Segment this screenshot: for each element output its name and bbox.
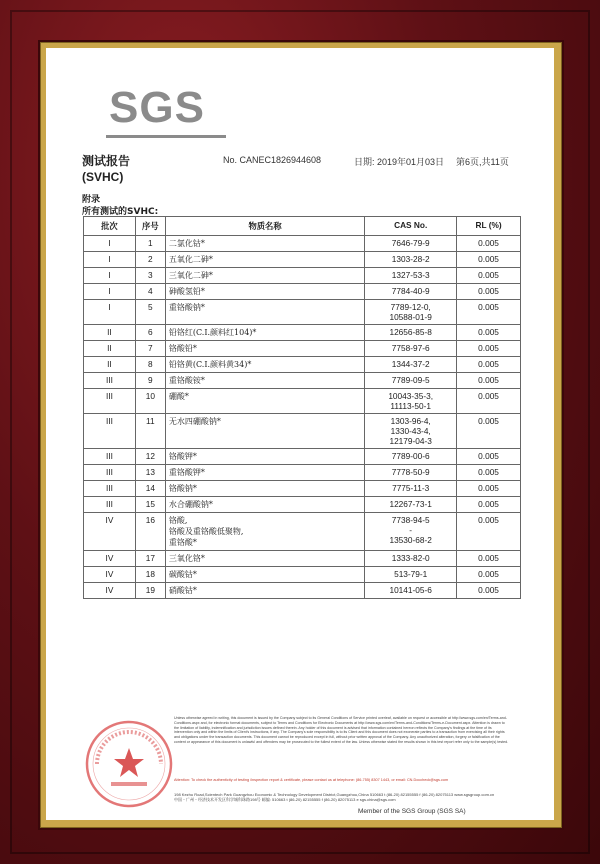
report-number: No. CANEC1826944608 [223,155,322,165]
sgs-logo-bar [106,135,226,138]
address-english: 198 Kezhu Road,Scientech Park Guangzhou Economic & Technology Development District,Guangzhou,China 510663 t (86-20) 82155555 f (86-20) 82075113 www.sgsgroup.com.cn [174,792,495,797]
table-row [84,497,521,513]
table-row [84,357,521,373]
cas-number: 1303-96-4, [390,416,431,426]
batch-cell: II [84,357,136,373]
substance-name: 三氧化二砷* [168,271,213,280]
cas-number: 10588-01-9 [389,312,432,322]
cas-number: 12267-73-1 [389,499,432,509]
cas-cell [365,252,457,268]
batch-cell: III [84,449,136,465]
cas-number: 7784-40-9 [391,286,430,296]
substance-name: 重铬酸钾* [168,468,205,477]
number-cell: 2 [135,252,165,268]
cas-cell [365,236,457,252]
cas-cell [365,357,457,373]
table-row [84,389,521,414]
cas-cell [365,513,457,551]
cas-number: 11113-50-1 [390,401,431,411]
cas-cell [365,583,457,599]
cas-number: 7789-00-6 [391,451,430,461]
substance-name-cell [165,481,364,497]
cas-number: 513-79-1 [394,569,428,579]
svhc-table [83,216,521,599]
substance-name-cell [165,268,364,284]
batch-cell: III [84,373,136,389]
report-title: 测试报告 [82,154,131,168]
cas-cell [365,414,457,449]
cas-cell [365,284,457,300]
cas-number: 12656-85-8 [389,327,432,337]
batch-cell: I [84,236,136,252]
substance-name: 硝酸钴* [168,586,197,595]
table-row [84,449,521,465]
rl-cell: 0.005 [457,481,521,497]
cas-cell [365,551,457,567]
cas-number: 7758-97-6 [391,343,430,353]
rl-cell: 0.005 [457,389,521,414]
substance-name-cell [165,449,364,465]
substance-name: 二氯化钴* [168,239,205,248]
number-cell: 8 [135,357,165,373]
report-subtitle: (SVHC) [82,170,124,184]
substance-name: 重铬酸钠* [168,303,205,312]
cas-number: 1327-53-3 [391,270,430,280]
substance-name: 铬酸钠* [168,484,197,493]
substance-name-cell [165,284,364,300]
batch-cell: IV [84,513,136,551]
rl-cell: 0.005 [457,325,521,341]
terms-disclaimer: Unless otherwise agreed in writing, this document is issued by the Company subject to its General Conditions of Service printed overleaf, available on request or accessible at http://www.sgs.com/en/Terms-and-Conditions.aspx and, for electronic format documents, subject to Terms and Conditions for Electronic Documents at http://www.sgs.com/en/Terms-and-Conditions/Terms-e-Document.aspx. Attention is drawn to the limitation of liability, indemnification and jurisdiction issues defined therein. Any holder of this document is advised that information contained hereon reflects the Company's findings at the time of its intervention only and within the limits of Client's instructions, if any. The Company's sole responsibility is to its Client and this document does not exonerate parties to a transaction from exercising all their rights and obligations under the transaction documents. This document cannot be reproduced except in full, without prior written approval of the Company. Any unauthorized alteration, forgery or falsification of the content or appearance of this document is unlawful and offenders may be prosecuted to the fullest extent of the law. Unless otherwise stated the results shown in this test report refer only to the sample(s) tested. [174,716,509,744]
number-cell: 17 [135,551,165,567]
address-chinese: 中国・广州・经济技术开发区科学城科珠路198号 邮编: 510663 t (86-20) 82155555 f (86-20) 82075113 e sgs.china@sgs.com [174,797,396,802]
rl-cell: 0.005 [457,341,521,357]
substance-name-cell [165,357,364,373]
number-cell: 3 [135,268,165,284]
header-batch: 批次 [84,217,136,236]
sgs-logo-text: SGS [109,83,205,132]
report-date: 日期: 2019年01月03日 [354,157,445,167]
table-row [84,268,521,284]
batch-cell: I [84,252,136,268]
cas-number: 1333-82-0 [391,553,430,563]
rl-cell: 0.005 [457,513,521,551]
rl-cell: 0.005 [457,567,521,583]
cas-number: 1330-43-4, [390,426,431,436]
rl-cell: 0.005 [457,268,521,284]
substance-name-cell [165,373,364,389]
rl-cell: 0.005 [457,497,521,513]
substance-name: 硼酸* [168,392,189,401]
cas-cell [365,341,457,357]
cas-cell [365,300,457,325]
header-no: 序号 [135,217,165,236]
header-rl: RL (%) [457,217,521,236]
page-number: 第6页,共11页 [456,157,509,167]
rl-cell: 0.005 [457,465,521,481]
member-line: Member of the SGS Group (SGS SA) [358,808,466,815]
report-page [46,48,554,820]
rl-cell: 0.005 [457,300,521,325]
rl-cell: 0.005 [457,551,521,567]
cas-number: 7775-11-3 [392,483,430,493]
table-row [84,252,521,268]
cas-number: 10141-05-6 [389,585,432,595]
cas-number: 1344-37-2 [391,359,430,369]
number-cell: 15 [135,497,165,513]
number-cell: 19 [135,583,165,599]
cas-cell [365,481,457,497]
table-row [84,341,521,357]
table-header-row [84,217,521,236]
cas-number: 7646-79-9 [391,238,430,248]
number-cell: 1 [135,236,165,252]
address-block [174,792,514,802]
substance-name: 水合硼酸钠* [168,500,213,509]
cas-number: 1303-28-2 [391,254,430,264]
substance-name-cell [165,465,364,481]
substance-name-cell [165,567,364,583]
substance-name: 三氧化铬* [168,554,205,563]
substance-name: 铬酸, 铬酸及重铬酸低聚物, 重铬酸* [168,516,244,547]
number-cell: 10 [135,389,165,414]
cas-number: - [409,525,413,535]
substance-name: 无水四硼酸钠* [168,417,221,426]
number-cell: 16 [135,513,165,551]
cas-number: 7789-12-0, [390,302,431,312]
substance-name: 铬酸铅* [168,344,197,353]
number-cell: 5 [135,300,165,325]
cas-cell [365,389,457,414]
substance-name-cell [165,236,364,252]
cas-cell [365,449,457,465]
substance-name: 铬酸钾* [168,452,197,461]
substance-name-cell [165,325,364,341]
cas-number: 10043-35-3, [388,391,434,401]
rl-cell: 0.005 [457,449,521,465]
batch-cell: I [84,284,136,300]
number-cell: 11 [135,414,165,449]
cas-cell [365,497,457,513]
sgs-logo [106,83,226,141]
number-cell: 9 [135,373,165,389]
cas-cell [365,567,457,583]
table-row [84,481,521,497]
substance-name: 重铬酸铵* [168,376,205,385]
cas-cell [365,373,457,389]
cas-number: 7778-50-9 [391,467,430,477]
substance-name-cell [165,341,364,357]
substance-name-cell [165,300,364,325]
substance-name-cell [165,252,364,268]
cas-number: 13530-68-2 [389,535,432,545]
batch-cell: III [84,497,136,513]
annex-label: 附录 [82,195,101,205]
number-cell: 14 [135,481,165,497]
batch-cell: II [84,341,136,357]
substance-name-cell [165,389,364,414]
table-row [84,513,521,551]
rl-cell: 0.005 [457,284,521,300]
official-seal-image [83,718,175,810]
number-cell: 13 [135,465,165,481]
table-row [84,373,521,389]
cas-cell [365,465,457,481]
rl-cell: 0.005 [457,373,521,389]
table-row [84,300,521,325]
rl-cell: 0.005 [457,357,521,373]
rl-cell: 0.005 [457,236,521,252]
table-row [84,236,521,252]
batch-cell: II [84,325,136,341]
substance-name: 铅铬红(C.I.颜料红104)* [168,328,257,337]
cas-number: 12179-04-3 [389,436,432,446]
table-row [84,414,521,449]
substance-name-cell [165,414,364,449]
batch-cell: I [84,300,136,325]
substance-name: 砷酸氢铅* [168,287,205,296]
substance-name-cell [165,583,364,599]
cas-cell [365,325,457,341]
number-cell: 6 [135,325,165,341]
cas-number: 7789-09-5 [391,375,430,385]
batch-cell: IV [84,567,136,583]
batch-cell: III [84,465,136,481]
annex-subtitle: 所有测试的SVHC: [82,207,159,217]
rl-cell: 0.005 [457,414,521,449]
batch-cell: III [84,414,136,449]
rl-cell: 0.005 [457,583,521,599]
rl-cell: 0.005 [457,252,521,268]
batch-cell: IV [84,551,136,567]
authenticity-notice: Attention: To check the authenticity of testing /inspection report & certificate, please contact us at telephone: (86-755) 8307 1443, or email: CN.Doccheck@sgs.com [174,778,449,782]
cas-cell [365,268,457,284]
substance-name: 五氧化二砷* [168,255,213,264]
cas-number: 7738-94-5 [391,515,430,525]
substance-name-cell [165,551,364,567]
table-row [84,325,521,341]
substance-name-cell [165,513,364,551]
number-cell: 12 [135,449,165,465]
substance-name-cell [165,497,364,513]
batch-cell: III [84,481,136,497]
batch-cell: III [84,389,136,414]
table-row [84,583,521,599]
table-row [84,465,521,481]
batch-cell: I [84,268,136,284]
table-row [84,567,521,583]
number-cell: 4 [135,284,165,300]
number-cell: 18 [135,567,165,583]
table-row [84,551,521,567]
substance-name: 铅铬黄(C.I.颜料黄34)* [168,360,252,369]
batch-cell: IV [84,583,136,599]
header-substance: 物质名称 [165,217,364,236]
substance-name: 碳酸钴* [168,570,197,579]
table-row [84,284,521,300]
header-cas: CAS No. [365,217,457,236]
number-cell: 7 [135,341,165,357]
